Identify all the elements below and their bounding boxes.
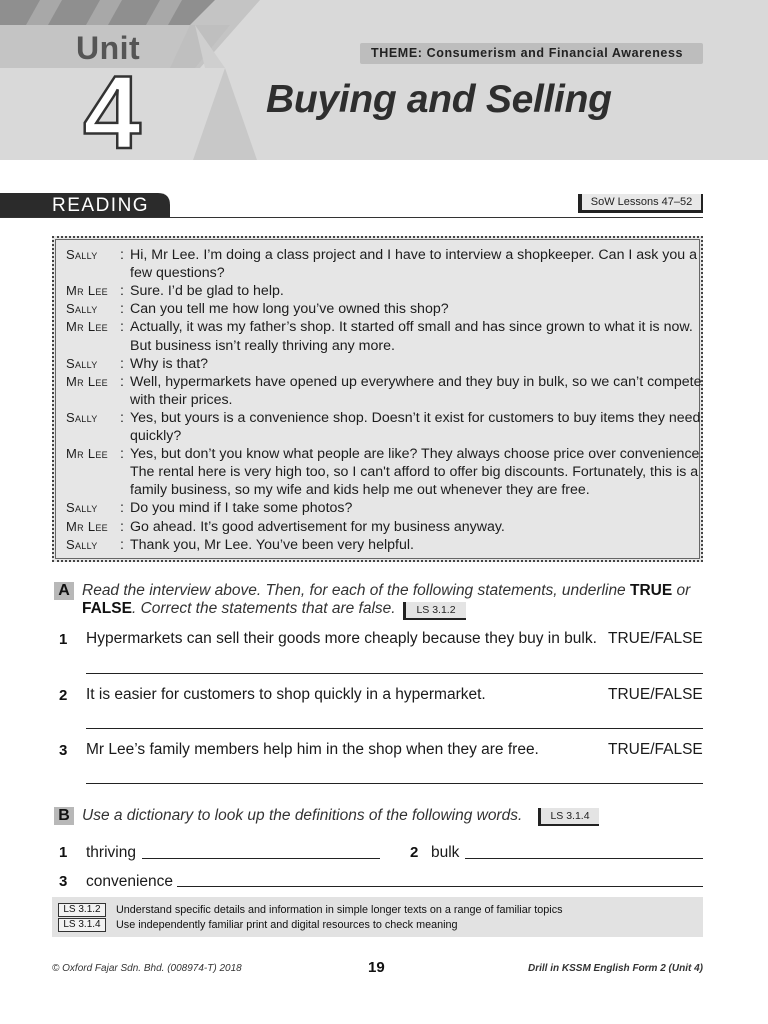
reading-heading: READING	[52, 195, 150, 216]
speaker-colon: :	[120, 355, 124, 372]
standard-description: Understand specific details and information in simple longer texts on a range of familiar topics	[116, 904, 563, 916]
speaker-colon: :	[120, 500, 124, 517]
speaker-name: Mr Lee	[66, 283, 108, 299]
speaker-colon: :	[120, 373, 124, 390]
dialogue-text: Yes, but don’t you know what people are like? They always choose price over convenience.	[130, 446, 704, 463]
word-number: 1	[59, 844, 68, 861]
speaker-colon: :	[120, 319, 124, 336]
section-a-instruction-line2: FALSE. Correct the statements that are false.	[82, 600, 396, 617]
interview-dialogue	[52, 236, 703, 562]
svg-text:4: 4	[83, 60, 141, 156]
speaker-colon: :	[120, 446, 124, 463]
definition-line[interactable]	[142, 858, 380, 859]
answer-line[interactable]	[86, 728, 703, 729]
vocab-word: bulk	[431, 844, 460, 861]
unit-label: Unit	[76, 30, 141, 66]
speaker-name: Sally	[66, 247, 98, 262]
dialogue-text: Do you mind if I take some photos?	[130, 500, 353, 517]
true-false-choice[interactable]: TRUE/FALSE	[608, 630, 703, 647]
answer-line[interactable]	[86, 783, 703, 784]
definition-line[interactable]	[177, 886, 703, 887]
dialogue-text: with their prices.	[130, 391, 233, 408]
speaker-name: Sally	[66, 536, 98, 552]
question-text: Hypermarkets can sell their goods more cheaply because they buy in bulk.	[86, 630, 597, 647]
learning-standards	[52, 897, 703, 937]
dialogue-text: Go ahead. It’s good advertisement for my business anyway.	[130, 518, 505, 535]
speaker-colon: :	[120, 409, 124, 426]
standard-code: LS 3.1.2	[58, 903, 106, 917]
section-a-letter: A	[54, 582, 74, 600]
question-number: 2	[59, 687, 68, 704]
speaker-name: Sally	[66, 355, 98, 371]
speaker-name: Mr Lee	[66, 446, 108, 462]
question-number: 1	[59, 631, 68, 648]
ls-tag-b: LS 3.1.4	[538, 808, 599, 826]
theme-label: THEME: Consumerism and Financial Awareness	[360, 43, 703, 64]
speaker-name: Mr Lee	[66, 373, 108, 389]
dialogue-text: quickly?	[130, 428, 182, 444]
speaker-colon: :	[120, 283, 124, 300]
section-b-letter: B	[54, 807, 74, 825]
true-false-choice[interactable]: TRUE/FALSE	[608, 741, 703, 758]
answer-line[interactable]	[86, 673, 703, 674]
dialogue-text: The rental here is very high too, so I can't afford to offer big discounts. Fortunately, this is a	[130, 464, 699, 481]
speaker-colon: :	[120, 536, 124, 553]
speaker-colon: :	[120, 518, 124, 535]
speaker-name: Sally	[66, 500, 98, 516]
book-title: Drill in KSSM English Form 2 (Unit 4)	[527, 963, 703, 974]
word-number: 3	[59, 873, 68, 890]
unit-number	[82, 60, 142, 156]
standard-description: Use independently familiar print and digital resources to check meaning	[116, 919, 458, 931]
dialogue-text: Thank you, Mr Lee. You’ve been very helpful.	[130, 536, 414, 553]
standard-code: LS 3.1.4	[58, 918, 106, 932]
dialogue-text: Hi, Mr Lee. I’m doing a class project and I have to interview a shopkeeper. Can I ask you a	[130, 247, 698, 263]
question-text: Mr Lee’s family members help him in the shop when they are free.	[86, 741, 539, 758]
dialogue-text: Yes, but yours is a convenience shop. Doesn’t it exist for customers to buy items they need	[130, 409, 701, 426]
section-b-instruction: Use a dictionary to look up the definitions of the following words.	[82, 807, 523, 824]
dialogue-text: But business isn’t really thriving any more.	[130, 337, 395, 354]
ls-tag-a: LS 3.1.2	[403, 602, 466, 620]
dialogue-text: Well, hypermarkets have opened up everywhere and they buy in bulk, so we can’t compete	[130, 373, 702, 390]
reading-divider	[0, 217, 703, 218]
speaker-name: Sally	[66, 301, 98, 317]
question-text: It is easier for customers to shop quickly in a hypermarket.	[86, 686, 486, 703]
sow-lessons-tag: SoW Lessons 47–52	[578, 194, 703, 213]
unit-header	[0, 0, 768, 160]
dialogue-text: Sure. I’d be glad to help.	[130, 283, 284, 300]
dialogue-text: Can you tell me how long you’ve owned this shop?	[130, 301, 449, 318]
speaker-name: Mr Lee	[66, 518, 108, 534]
page-number: 19	[368, 959, 385, 976]
definition-line[interactable]	[465, 858, 703, 859]
dialogue-text: few questions?	[130, 265, 225, 282]
true-false-choice[interactable]: TRUE/FALSE	[608, 686, 703, 703]
section-a-instruction-line1: Read the interview above. Then, for each of the following statements, underline TRUE or	[82, 582, 691, 599]
dialogue-text: Actually, it was my father’s shop. It started off small and has since grown to what it is now.	[130, 319, 693, 336]
speaker-colon: :	[120, 301, 124, 318]
speaker-name: Sally	[66, 409, 98, 425]
speaker-colon: :	[120, 247, 124, 263]
dialogue-text: Why is that?	[130, 355, 209, 372]
vocab-word: convenience	[86, 873, 174, 890]
speaker-name: Mr Lee	[66, 319, 108, 335]
dialogue-text: family business, so my wife and kids help me out whenever they are free.	[130, 482, 590, 499]
question-number: 3	[59, 742, 68, 759]
unit-title: Buying and Selling	[266, 78, 612, 121]
vocab-word: thriving	[86, 844, 136, 861]
word-number: 2	[410, 844, 419, 861]
copyright: © Oxford Fajar Sdn. Bhd. (008974-T) 2018	[52, 963, 242, 974]
